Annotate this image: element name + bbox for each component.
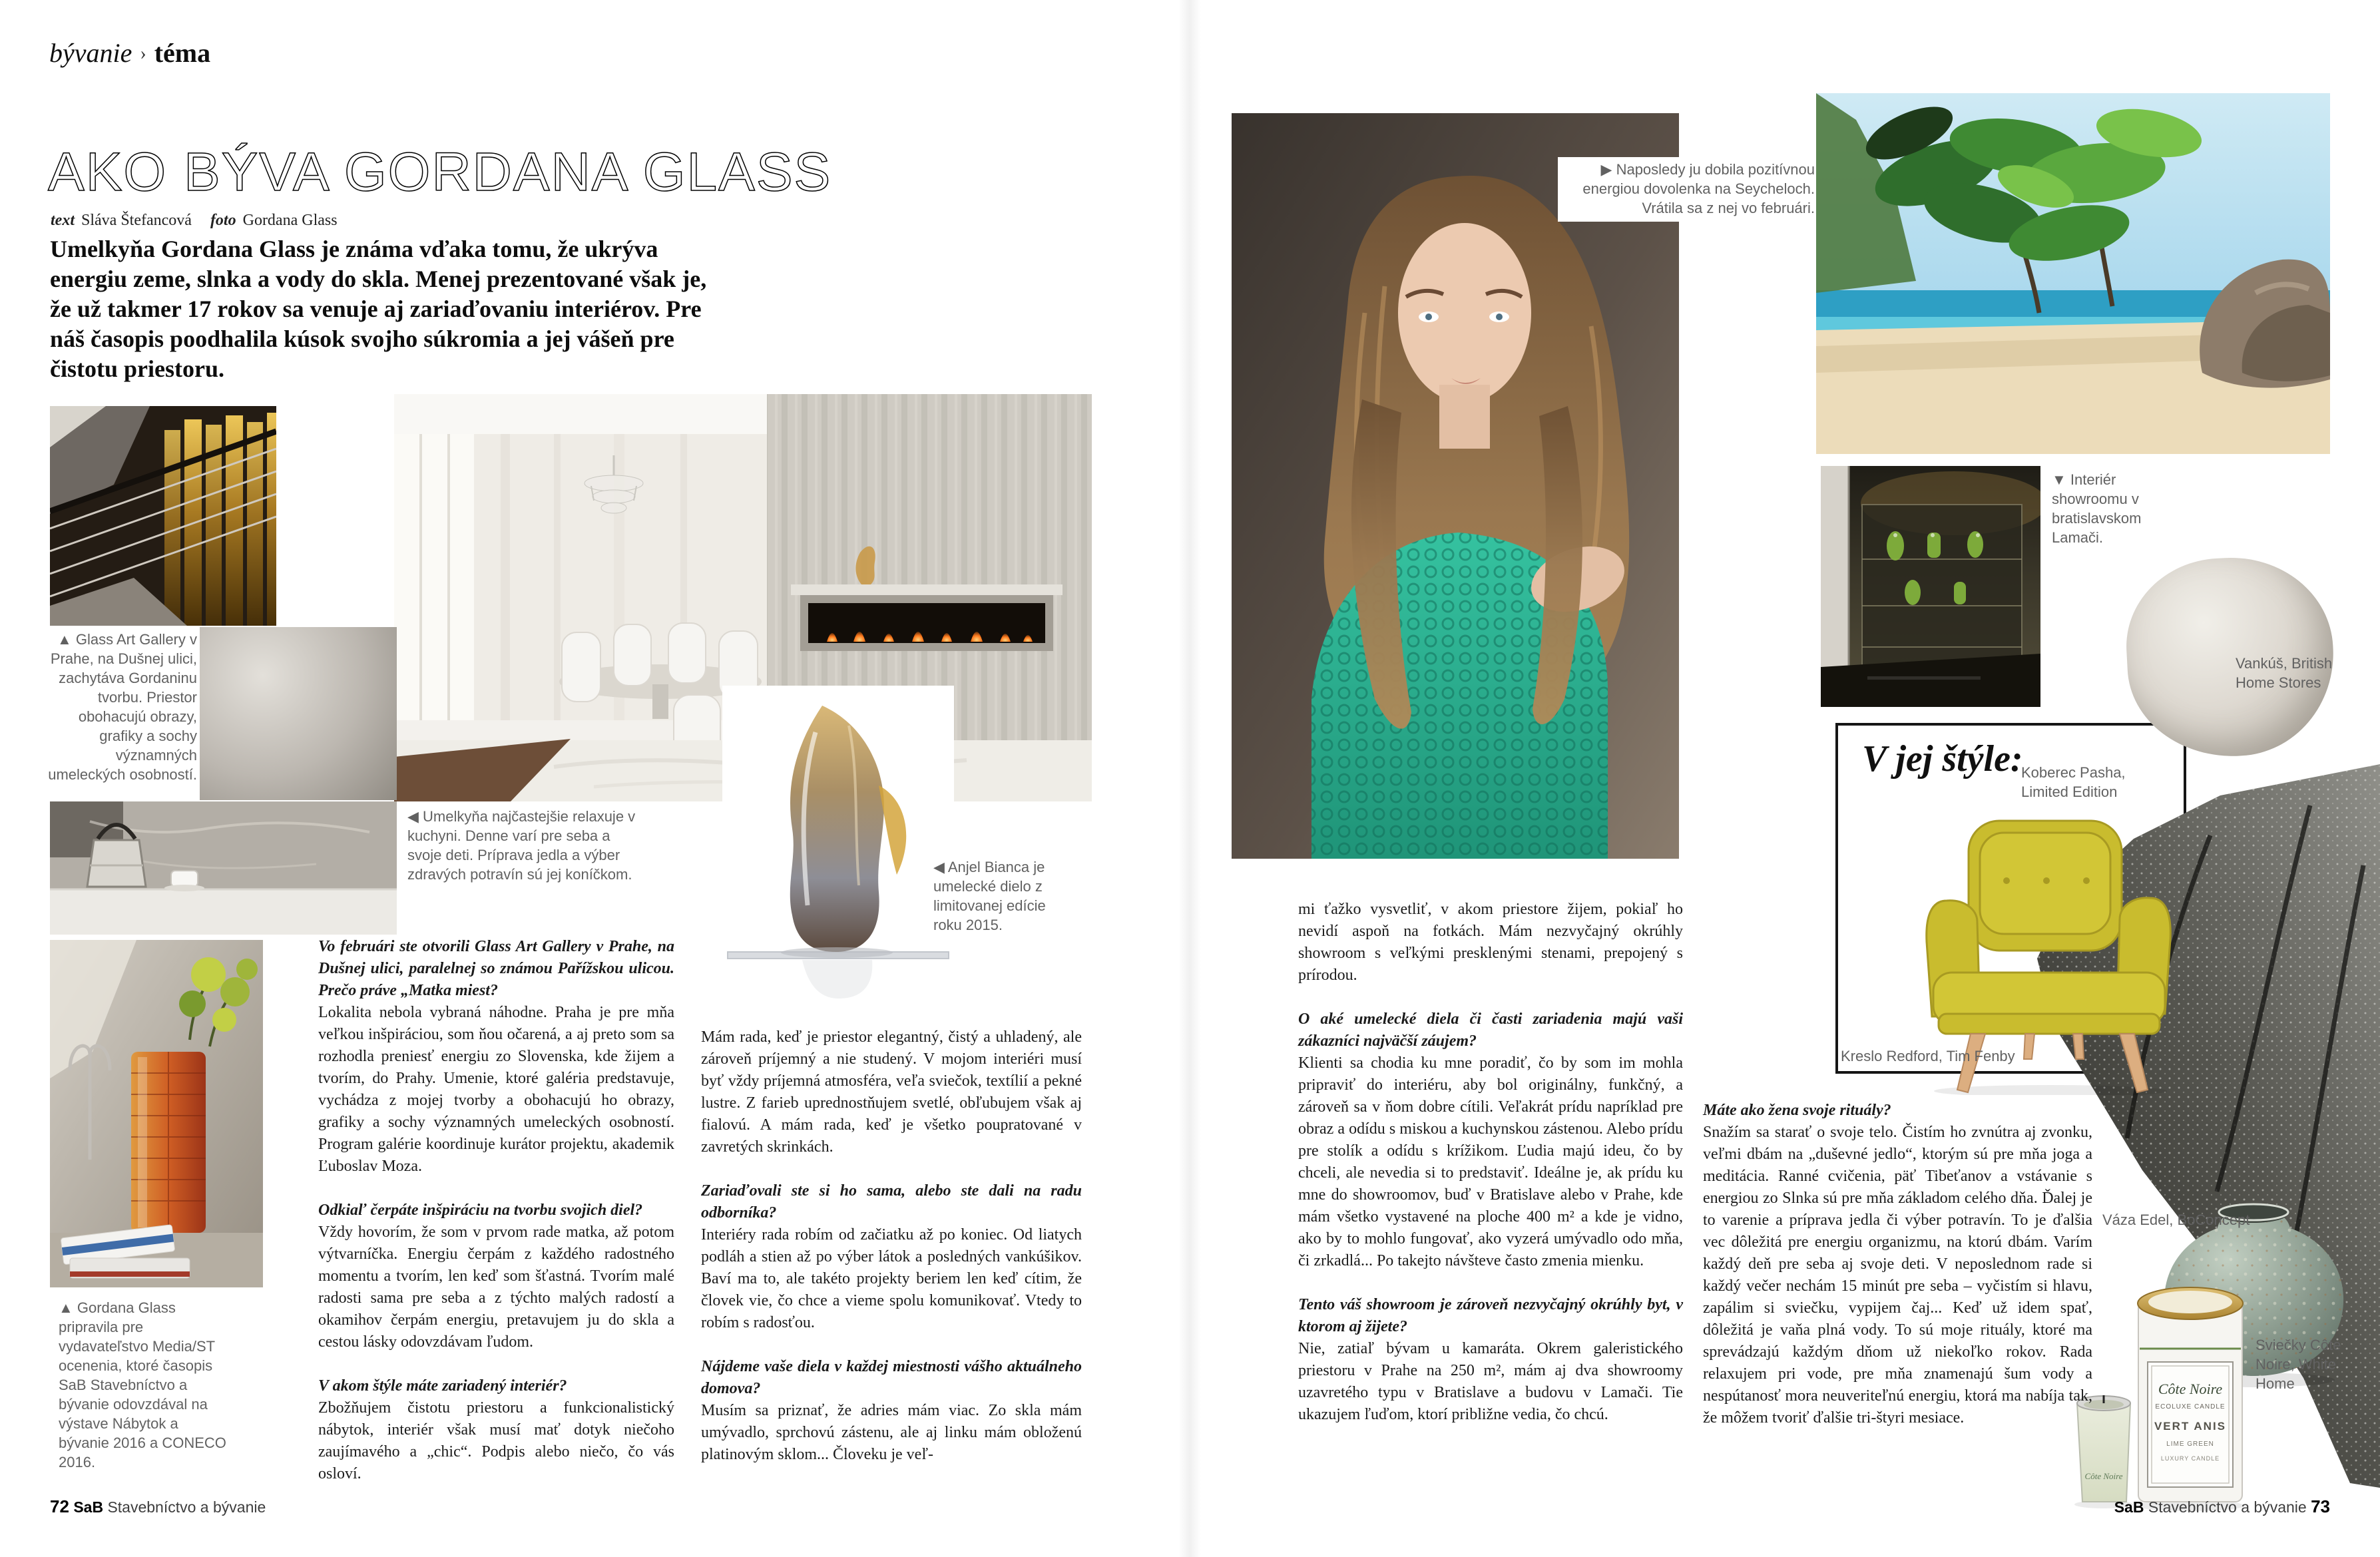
- glass-vase: [131, 1052, 206, 1233]
- byline-photo-author: Gordana Glass: [242, 212, 338, 229]
- candle-color-text: LIME GREEN: [2166, 1441, 2214, 1448]
- product-label-rug: Koberec Pasha, Limited Edition: [2021, 764, 2126, 800]
- byline-photo-label: foto: [210, 212, 236, 229]
- candle-brand-text: Côte Noire: [2158, 1381, 2223, 1397]
- candle-canister: [2138, 1287, 2243, 1502]
- product-label-pillow: Vankúš, British Home Stores: [2236, 655, 2333, 691]
- interview-answer: Interiéry rada robím od začiatku až po koniec. Od liatych podláh a stien až po výber látok a posledných vankúšikov. Baví ma to, ale takéto projekty beriem len keď cítim, že človek vie, čo chce a vieme spolu komunikovať. Vtedy to robím s radosťou.: [701, 1226, 1082, 1331]
- interview-answer: Mám rada, keď je priestor elegantný, čistý a uhladený, ale zároveň príjemný a nie studený. V mojom interiéri musí byť vždy príjemná atmosféra, veľa sviečok, textílií a pekné lustre. Z farieb uprednostňujem svetlé, obľubujem však aj fialovú. A mám rada, keď je všetko poupratované v zavretých skrinkách.: [701, 1028, 1082, 1156]
- article-title: AKO BÝVA GORDANA GLASS: [48, 142, 832, 202]
- interview-column-4: [1703, 1100, 2092, 1429]
- page-gutter-shadow: [1178, 0, 1201, 1557]
- interior-closeup-photo: [200, 627, 397, 800]
- kitchen-photo: [50, 801, 397, 935]
- magazine-brand: SaB: [73, 1498, 104, 1516]
- product-label-vase: Váza Edel, BoConcept: [2102, 1212, 2250, 1228]
- interview-column-1: [318, 936, 674, 1485]
- page-number-right: 73: [2311, 1496, 2330, 1516]
- magazine-name: Stavebníctvo a bývanie: [2148, 1498, 2307, 1516]
- interview-answer: Lokalita nebola vybraná náhodne. Praha je pre mňa veľkou inšpiráciou, som ňou očarená, a aj preto som sa rozhodla preniesť energiu zo Slovenska, kde žijem a tvorím, do Prahy. Umenie, ktoré galéria predstavuje, vychádza z mojej tvorby a obohacujú ho obrazy, grafiky a sochy významných umeleckých osobností. Program galérie koordinuje kurátor projektu, akademik Ľuboslav Moza.: [318, 1004, 674, 1175]
- section-label: bývanie: [49, 38, 132, 68]
- interview-question: Zariaďovali ste si ho sama, alebo ste dali na radu odborníka?: [701, 1182, 1082, 1222]
- caption-kitchen: ◀ Umelkyňa najčastejšie relaxuje v kuchyni. Denne varí pre seba a svoje deti. Príprava jedla a výber zdravých potravín sú jej koníčkom.: [407, 808, 636, 883]
- candle-tagline-text: LUXURY CANDLE: [2160, 1455, 2220, 1462]
- magazine-name: Stavebníctvo a bývanie: [107, 1498, 266, 1516]
- style-box-heading: V jej štýle:: [1862, 738, 2023, 779]
- footer-left: [50, 1496, 266, 1517]
- interview-answer: Klienti sa chodia ku mne poradiť, čo by som im mohla pripraviť do interiéru, aby bol originálny, funkčný, a zároveň sa v ňom dobre cítili. Veľakrát prídu napríklad pre obraz a odídu s miskou a kuchynskou zástenou. Alebo prídu pre stolík a odídu s krížikom. Ľudia majú ideu, čo by chceli, ale nevedia si to predstaviť. Ideálne je, ak prídu ku mne do showroomov, buď v Bratislave alebo v Prahe, kde mám všetko vystavené na ploche 400 m² a kde je vidno, ako by to mohlo fungovať, ako vyzerá umývadlo odo mňa, či zrkadlá... Po takejto návšteve často zmenia mienku.: [1298, 1054, 1683, 1269]
- magazine-brand: SaB: [2114, 1498, 2144, 1516]
- section-kicker: [49, 37, 210, 69]
- angel-sculpture-photo: [722, 686, 954, 1015]
- interview-column-3: [1298, 899, 1683, 1426]
- caption-awards: ▲ Gordana Glass pripravila pre vydavateľstvo Media/ST ocenenia, ktoré časopis SaB Stavebníctvo a bývanie odovzdával na výstave Nábytok a bývanie 2016 a CONECO 2016.: [59, 1299, 226, 1470]
- interview-question: V akom štýle máte zariadený interiér?: [318, 1377, 567, 1395]
- interview-answer: Vždy hovorím, že som v prvom rade matka, až potom výtvarníčka. Energiu čerpám z každého radostného momentu a tvorím, len keď som šťastná. Tvorím malé radosti sama pre seba a z týchto malých radostí a okamihov čerpám energiu, pretavujem ju do skla a cestou lásky odovzdávam ľudom.: [318, 1223, 674, 1351]
- footer-right: [2114, 1496, 2330, 1517]
- votive-brand-text: Côte Noire: [2084, 1471, 2123, 1481]
- interview-answer: mi ťažko vysvetliť, v akom priestore žijem, pokiaľ ho nevidí aspoň na fotkách. Mám nezvyčajný okrúhly showroom s veľkými presklenými stenami, prepojený s prírodou.: [1298, 901, 1683, 984]
- caption-showroom: ▼ Interiér showroomu v bratislavskom Lamači.: [2052, 471, 2142, 546]
- interview-answer: Nie, zatiaľ bývam u kamaráta. Okrem galeristického priestoru v Prahe na 250 m², mám aj dva showroomy uzavretého typu v Bratislave a budovu v Lamači. Tie ukazujem ľuďom, ktorí približne vedia, čo chcú.: [1298, 1340, 1683, 1423]
- interview-answer: Snažím sa starať o svoje telo. Čistím ho zvnútra aj zvonku, veľmi dbám na „duševné jedlo“, ktorým sú pre mňa joga a meditácia. Ranné cvičenia, päť Tibeťanov a vstávanie s energiou zo Slnka sú pre mňa základom celého dňa. Ďalej je to varenie a príprava jedla či výber potravín. To je ďalšia vec dôležitá pre energiu organizmu, na ktorú dbám. Varím každý deň pre seba aj svoje deti. V neposlednom rade si každý večer nechám 15 minút pre seba – vyčistím si hlavu, zapálim si sviečku, vypijem čaj... Keď už idem spať, dôležitá je vaňa plná vody. To sú moje rituály, ktoré ma sprevádzajú každým dňom už niekoľko rokov. Rada relaxujem pri vode, pre mňa znamenajú šum vody a nespútanosť mora neuveriteľnú energiu, ktorá ma nabíja tak, že môžem tvoriť ďalšie tri-štyri mesiace.: [1703, 1124, 2092, 1427]
- interview-question: Nájdeme vaše diela v každej miestnosti vášho aktuálneho domova?: [701, 1358, 1082, 1397]
- interview-question: Vo februári ste otvorili Glass Art Gallery v Prahe, na Dušnej ulici, paralelnej so známou Pařížskou ulicou. Prečo práve „Matka miest?: [318, 938, 674, 999]
- interview-question: O aké umelecké diela či časti zariadenia majú vaši zákazníci najväčší záujem?: [1298, 1010, 1683, 1050]
- interview-answer: Musím sa priznať, že adries mám viac. Zo skla mám umývadlo, sprchovú zástenu, ale aj linku mám obloženú platinovým sklom... Človeku je veľ-: [701, 1402, 1082, 1463]
- showroom-photo: [1821, 466, 2040, 707]
- candle-scent-text: VERT ANIS: [2154, 1420, 2227, 1433]
- byline: [51, 212, 356, 230]
- product-label-candles: Sviečky Côte Noire, White Home: [2256, 1337, 2341, 1392]
- article-lead: Umelkyňa Gordana Glass je známa vďaka tomu, že ukrýva energiu zeme, slnka a vody do skla. Menej prezentované však je, že už takmer 17 rokov sa venuje aj zariaďovaniu interiérov. Pre náš časopis poodhalila kúsok svojho súkromia a jej vášeň pre čistotu priestoru.: [50, 236, 707, 382]
- byline-text-author: Sláva Štefancová: [81, 212, 192, 229]
- interview-question: Odkiaľ čerpáte inšpiráciu na tvorbu svojich diel?: [318, 1202, 643, 1219]
- interview-column-2: [701, 1026, 1082, 1466]
- page-number-left: 72: [50, 1496, 69, 1516]
- candle-type-text: ECOLUXE CANDLE: [2155, 1403, 2226, 1411]
- interview-question: Máte ako žena svoje rituály?: [1703, 1102, 1891, 1119]
- breadcrumb-separator: ›: [140, 43, 146, 64]
- caption-angel: ◀ Anjel Bianca je umelecké dielo z limitovanej edície roku 2015.: [933, 859, 1046, 933]
- candles-product-photo: [2072, 1282, 2253, 1514]
- interview-question: Tento váš showroom je zároveň nezvyčajný okrúhly byt, v ktorom aj žijete?: [1298, 1296, 1683, 1335]
- gallery-stairs-photo: [50, 406, 276, 626]
- portrait-photo: [1232, 113, 1679, 859]
- seychelles-photo: [1816, 93, 2330, 454]
- caption-seychelles: ▶ Naposledy ju dobila pozitívnou energiou dovolenka na Seycheloch. Vrátila sa z nej vo februári.: [1558, 157, 1816, 222]
- interview-answer: Zbožňujem čistotu priestoru a funkcionalistický nábytok, interiér však musí mať dotyk niečoho zaujímavého a „chic“. Podpis alebo niečo, čo vás osloví.: [318, 1399, 674, 1482]
- awards-vase-photo: [50, 940, 263, 1287]
- product-label-armchair: Kreslo Redford, Tim Fenby: [1841, 1048, 2015, 1064]
- caption-gallery: ▲ Glass Art Gallery v Prahe, na Dušnej ulici, zachytáva Gordaninu tvorbu. Priestor obohacujú obrazy, grafiky a sochy významných umeleckých osobností.: [48, 631, 197, 783]
- topic-label: téma: [154, 38, 211, 68]
- byline-text-label: text: [51, 212, 75, 229]
